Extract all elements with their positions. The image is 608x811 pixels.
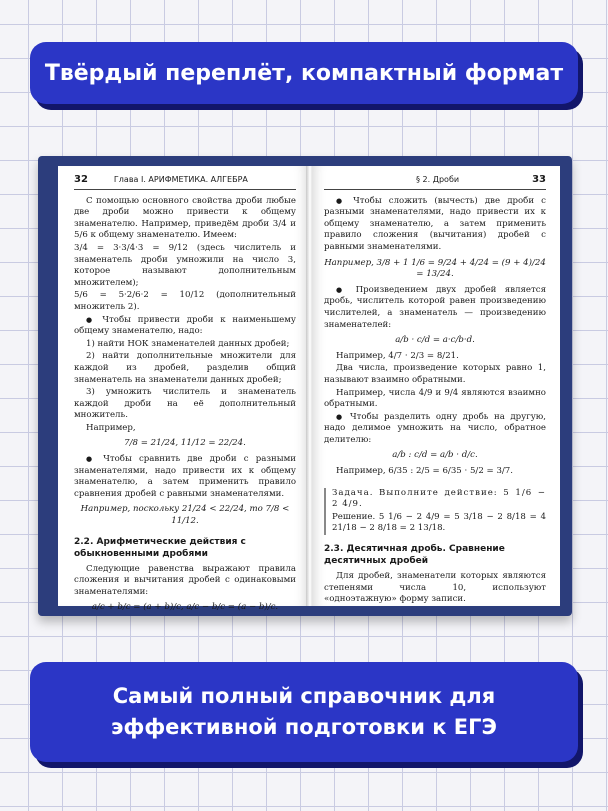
- rule-paragraph: ● Чтобы сравнить две дроби с разными знаменателями, надо привести их к общему знаменателю, а затем применить правило сравнения дробей с равными знаменателями.: [74, 454, 296, 500]
- banner-bottom: [30, 662, 578, 762]
- section-title: 2.3. Десятичная дробь. Сравнение десятичных дробей: [324, 544, 505, 567]
- formula: Например, 3/8 + 1 1/6 = 9/24 + 4/24 = (9 + 4)/24 = 13/24.: [324, 257, 546, 280]
- rule-paragraph: ● Чтобы разделить одну дробь на другую, надо делимое умножить на число, обратное делителю:: [324, 412, 546, 447]
- list-item: 2) найти дополнительные множители для каждой из дробей, разделив общий знаменатель на знаменатели данных дробей;: [74, 351, 296, 385]
- formula: a/b : c/d = a/b · d/c.: [392, 450, 478, 461]
- formula: Например, 4/7 · 2/3 = 8/21.: [336, 350, 459, 361]
- left-page: [58, 166, 308, 613]
- left-page-number: 32: [74, 174, 88, 185]
- banner-top: [30, 42, 578, 104]
- paragraph: Два числа, произведение которых равно 1, называют взаимно обратными.: [324, 363, 546, 385]
- open-book: [38, 156, 572, 616]
- chapter-title: Глава I. АРИФМЕТИКА. АЛГЕБРА: [113, 175, 248, 184]
- formula: Например, числа 4/9 и 9/4 являются взаимно обратными.: [324, 387, 546, 410]
- rule-paragraph: ● Чтобы сложить (вычесть) две дроби с разными знаменателями, надо привести их к общему знаменателю, а затем применить правило сложения (вычитания) дробей с равными знаменателями.: [324, 196, 546, 254]
- left-page-header: [74, 174, 296, 190]
- formula: 5/6 = 5·2/6·2 = 10/12 (дополнительный множитель 2).: [74, 290, 296, 312]
- formula: 7/8 = 21/24, 11/12 = 22/24.: [124, 438, 246, 449]
- solution: Решение. 5 1/6 − 2 4/9 = 5 3/18 − 2 8/18 = 4 21/18 − 2 8/18 = 2 13/18.: [332, 511, 546, 534]
- section-header: § 2. Дроби: [416, 175, 460, 184]
- formula: 3/4 = 3·3/4·3 = 9/12 (здесь числитель и знаменатель дроби умножили на число 3, которое называют дополнительным множителем);: [74, 242, 296, 288]
- right-page-number: 33: [532, 174, 546, 185]
- paragraph: Для дробей, знаменатели которых являются степенями числа 10, используют «одноэтажную» форму записи.: [324, 571, 546, 605]
- formula: Например, поскольку 21/24 < 22/24, то 7/8 < 11/12.: [80, 504, 290, 527]
- banner-bottom-text: Самый полный справочник для эффективной подготовки к ЕГЭ: [111, 684, 497, 739]
- list-item: 1) найти НОК знаменателей данных дробей;: [86, 338, 290, 349]
- rule-paragraph: ● Чтобы привести дроби к наименьшему общему знаменателю, надо:: [74, 315, 296, 338]
- right-page-header: [324, 174, 546, 190]
- list-item: 3) умножить числитель и знаменатель каждой дроби на её дополнительный множитель.: [74, 387, 296, 421]
- paragraph: С помощью основного свойства дроби любые две дроби можно привести к общему знаменателю. Например, приведём дроби 3/4 и 5/6 к общему знаменателю. Имеем:: [74, 195, 296, 241]
- formula: a/b · c/d = a·c/b·d.: [395, 335, 475, 346]
- formula: Например, 6/35 : 2/5 = 6/35 · 5/2 = 3/7.: [336, 466, 514, 477]
- paragraph: Следующие равенства выражают правила сложения и вычитания дробей с одинаковыми знаменателями:: [74, 563, 296, 597]
- rule-paragraph: ● Произведением двух дробей является дробь, числитель которой равен произведению числителей, а знаменатель — произведению знаменателей:: [324, 285, 546, 331]
- formula: a/c + b/c = (a + b)/c, a/c − b/c = (a − b)/c.: [91, 602, 279, 613]
- section-title: 2.2. Арифметические действия с обыкновенными дробями: [74, 536, 246, 559]
- task-block: [324, 488, 546, 535]
- right-page: [312, 166, 560, 606]
- task: Задача. Выполните действие: 5 1/6 − 2 4/9.: [332, 487, 546, 510]
- example-label: Например,: [86, 422, 136, 433]
- banner-top-text: Твёрдый переплёт, компактный формат: [44, 60, 564, 86]
